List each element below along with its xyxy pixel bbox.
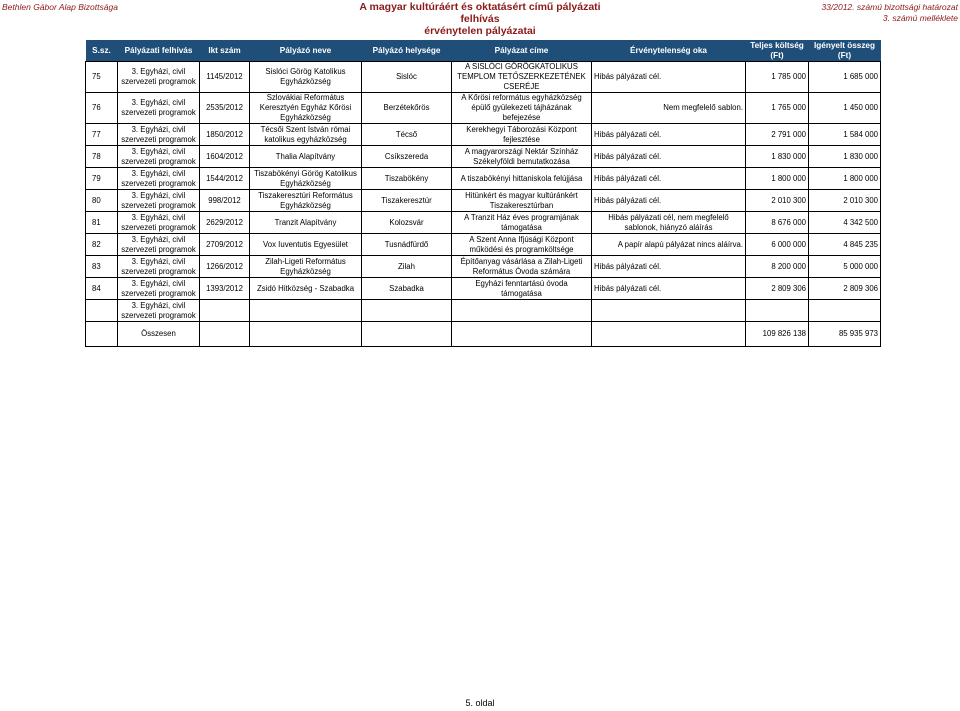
cell-nev: Thalia Alapítvány <box>250 146 362 168</box>
cell-nev: Zilah-Ligeti Református Egyházközség <box>250 256 362 278</box>
cell-ikt: 1145/2012 <box>200 62 250 93</box>
cell-sz <box>86 300 118 322</box>
cell-koltseg: 1 830 000 <box>746 146 809 168</box>
table-row <box>86 190 881 212</box>
cell-koltseg: 1 785 000 <box>746 62 809 93</box>
table-row <box>86 234 881 256</box>
cell-sz <box>86 322 118 347</box>
cell-sz: 77 <box>86 124 118 146</box>
cell-nev: Zsidó Hitközség - Szabadka <box>250 278 362 300</box>
cell-sz: 84 <box>86 278 118 300</box>
cell-ok: Hibás pályázati cél. <box>592 62 746 93</box>
cell-felhivas: 3. Egyházi, civil szervezeti programok <box>118 300 200 322</box>
cell-felhivas: 3. Egyházi, civil szervezeti programok <box>118 234 200 256</box>
page-title <box>340 1 620 37</box>
cell-sz: 82 <box>86 234 118 256</box>
cell-cim: A magyarországi Nektár Színház Székelyföldi bemutatkozása <box>452 146 592 168</box>
invalid-applications-table <box>85 40 881 347</box>
cell-koltseg: 2 809 306 <box>746 278 809 300</box>
cell-hely: Szabadka <box>362 278 452 300</box>
cell-igenyelt: 5 000 000 <box>809 256 881 278</box>
cell-felhivas: 3. Egyházi, civil szervezeti programok <box>118 124 200 146</box>
cell-igenyelt: 4 845 235 <box>809 234 881 256</box>
cell-hely: Csíkszereda <box>362 146 452 168</box>
cell-koltseg <box>746 300 809 322</box>
cell-sz: 81 <box>86 212 118 234</box>
cell-nev <box>250 322 362 347</box>
cell-ikt <box>200 322 250 347</box>
table-row <box>86 93 881 124</box>
cell-sz: 76 <box>86 93 118 124</box>
cell-ikt: 1266/2012 <box>200 256 250 278</box>
cell-felhivas: 3. Egyházi, civil szervezeti programok <box>118 168 200 190</box>
title-line-1: A magyar kultúráért és oktatásért című pályázati felhívás <box>359 1 601 25</box>
cell-felhivas: 3. Egyházi, civil szervezeti programok <box>118 190 200 212</box>
table-row <box>86 278 881 300</box>
cell-hely <box>362 300 452 322</box>
col-header-koltseg: Teljes költség (Ft) <box>746 40 809 62</box>
cell-hely: Tiszabökény <box>362 168 452 190</box>
cell-cim: Egyházi fenntartású óvoda támogatása <box>452 278 592 300</box>
cell-cim: A tiszabökényi hittaniskola felújjása <box>452 168 592 190</box>
cell-sz: 79 <box>86 168 118 190</box>
cell-cim: Építőanyag vásárlása a Zilah-Ligeti Református Óvoda számára <box>452 256 592 278</box>
cell-koltseg: 8 200 000 <box>746 256 809 278</box>
page-number: 5. oldal <box>465 698 495 708</box>
table-row <box>86 212 881 234</box>
cell-ikt: 2709/2012 <box>200 234 250 256</box>
col-header-hely: Pályázó helysége <box>362 40 452 62</box>
cell-sz: 78 <box>86 146 118 168</box>
cell-ok <box>592 300 746 322</box>
cell-felhivas: 3. Egyházi, civil szervezeti programok <box>118 62 200 93</box>
cell-hely: Tusnádfürdő <box>362 234 452 256</box>
cell-ok <box>592 322 746 347</box>
document-reference <box>821 2 958 24</box>
total-row <box>86 322 881 347</box>
cell-ikt: 1604/2012 <box>200 146 250 168</box>
cell-hely: Berzétekőrös <box>362 93 452 124</box>
cell-ok: Hibás pályázati cél. <box>592 278 746 300</box>
cell-hely: Tiszakeresztúr <box>362 190 452 212</box>
table-row <box>86 168 881 190</box>
cell-nev: Sislóci Görög Katolikus Egyházközség <box>250 62 362 93</box>
col-header-cim: Pályázat címe <box>452 40 592 62</box>
cell-igenyelt: 1 830 000 <box>809 146 881 168</box>
cell-felhivas: 3. Egyházi, civil szervezeti programok <box>118 256 200 278</box>
cell-cim: A Tranzit Ház éves programjának támogatása <box>452 212 592 234</box>
cell-hely: Kolozsvár <box>362 212 452 234</box>
total-label: Összesen <box>118 322 200 347</box>
cell-ok: Hibás pályázati cél. <box>592 124 746 146</box>
table-row-unnumbered <box>86 300 881 322</box>
cell-igenyelt <box>809 300 881 322</box>
cell-hely: Zilah <box>362 256 452 278</box>
reference-line-2: 3. számú melléklete <box>882 13 958 23</box>
title-line-2: érvénytelen pályázatai <box>424 25 536 37</box>
cell-cim: A Szent Anna Ifjúsági Központ működési és programköltsége <box>452 234 592 256</box>
cell-ikt: 2535/2012 <box>200 93 250 124</box>
cell-sz: 75 <box>86 62 118 93</box>
cell-hely <box>362 322 452 347</box>
cell-ikt: 1850/2012 <box>200 124 250 146</box>
cell-felhivas: 3. Egyházi, civil szervezeti programok <box>118 146 200 168</box>
reference-line-1: 33/2012. számú bizottsági határozat <box>821 2 958 12</box>
cell-felhivas: 3. Egyházi, civil szervezeti programok <box>118 212 200 234</box>
cell-ikt: 1393/2012 <box>200 278 250 300</box>
cell-nev: Tiszabökényi Görög Katolikus Egyházközség <box>250 168 362 190</box>
cell-koltseg: 2 010 300 <box>746 190 809 212</box>
cell-hely: Técső <box>362 124 452 146</box>
cell-ok: Hibás pályázati cél, nem megfelelő sablonok, hiányzó aláírás <box>592 212 746 234</box>
cell-nev: Tiszakeresztúri Református Egyházközség <box>250 190 362 212</box>
cell-koltseg: 2 791 000 <box>746 124 809 146</box>
total-koltseg: 109 826 138 <box>746 322 809 347</box>
col-header-igenyelt: Igényelt összeg (Ft) <box>809 40 881 62</box>
cell-ikt: 2629/2012 <box>200 212 250 234</box>
cell-igenyelt: 1 800 000 <box>809 168 881 190</box>
cell-ikt: 998/2012 <box>200 190 250 212</box>
cell-igenyelt: 1 584 000 <box>809 124 881 146</box>
cell-igenyelt: 2 010 300 <box>809 190 881 212</box>
col-header-ok: Érvénytelenség oka <box>592 40 746 62</box>
table-row <box>86 62 881 93</box>
cell-cim: Hitünkért és magyar kultúránkért Tiszakeresztúrban <box>452 190 592 212</box>
cell-ikt: 1544/2012 <box>200 168 250 190</box>
cell-cim: Kerekhegyi Táborozási Központ fejlesztése <box>452 124 592 146</box>
col-header-sz: S.sz. <box>86 40 118 62</box>
cell-koltseg: 6 000 000 <box>746 234 809 256</box>
cell-koltseg: 8 676 000 <box>746 212 809 234</box>
table-header-row <box>86 40 881 62</box>
total-igenyelt: 85 935 973 <box>809 322 881 347</box>
cell-igenyelt: 1 450 000 <box>809 93 881 124</box>
cell-ok: Hibás pályázati cél. <box>592 146 746 168</box>
table-row <box>86 256 881 278</box>
cell-sz: 83 <box>86 256 118 278</box>
col-header-nev: Pályázó neve <box>250 40 362 62</box>
cell-ok: Hibás pályázati cél. <box>592 190 746 212</box>
cell-cim: A Kőrösi református egyházközség épülő gyülekezeti tájházának befejezése <box>452 93 592 124</box>
cell-hely: Sislóc <box>362 62 452 93</box>
cell-cim: A SISLÓCI GÖRÖGKATOLIKUS TEMPLOM TETŐSZERKEZETÉNEK CSERÉJE <box>452 62 592 93</box>
col-header-felhivas: Pályázati felhívás <box>118 40 200 62</box>
table-row <box>86 146 881 168</box>
cell-nev: Técsői Szent István római katolikus egyházközség <box>250 124 362 146</box>
cell-cim <box>452 322 592 347</box>
cell-koltseg: 1 800 000 <box>746 168 809 190</box>
table-row <box>86 124 881 146</box>
cell-igenyelt: 2 809 306 <box>809 278 881 300</box>
cell-igenyelt: 4 342 500 <box>809 212 881 234</box>
cell-nev <box>250 300 362 322</box>
col-header-ikt: Ikt szám <box>200 40 250 62</box>
organization-name: Bethlen Gábor Alap Bizottsága <box>2 2 118 12</box>
cell-felhivas: 3. Egyházi, civil szervezeti programok <box>118 93 200 124</box>
cell-ok: A papír alapú pályázat nincs aláírva. <box>592 234 746 256</box>
cell-felhivas: 3. Egyházi, civil szervezeti programok <box>118 278 200 300</box>
cell-nev: Tranzit Alapítvány <box>250 212 362 234</box>
cell-ok: Nem megfelelő sablon. <box>592 93 746 124</box>
cell-ok: Hibás pályázati cél. <box>592 168 746 190</box>
cell-nev: Vox Iuventutis Egyesület <box>250 234 362 256</box>
cell-ok: Hibás pályázati cél. <box>592 256 746 278</box>
cell-nev: Szlovákiai Református Keresztyén Egyház Kőrösi Egyházközség <box>250 93 362 124</box>
cell-koltseg: 1 765 000 <box>746 93 809 124</box>
cell-igenyelt: 1 685 000 <box>809 62 881 93</box>
cell-sz: 80 <box>86 190 118 212</box>
cell-ikt <box>200 300 250 322</box>
cell-cim <box>452 300 592 322</box>
